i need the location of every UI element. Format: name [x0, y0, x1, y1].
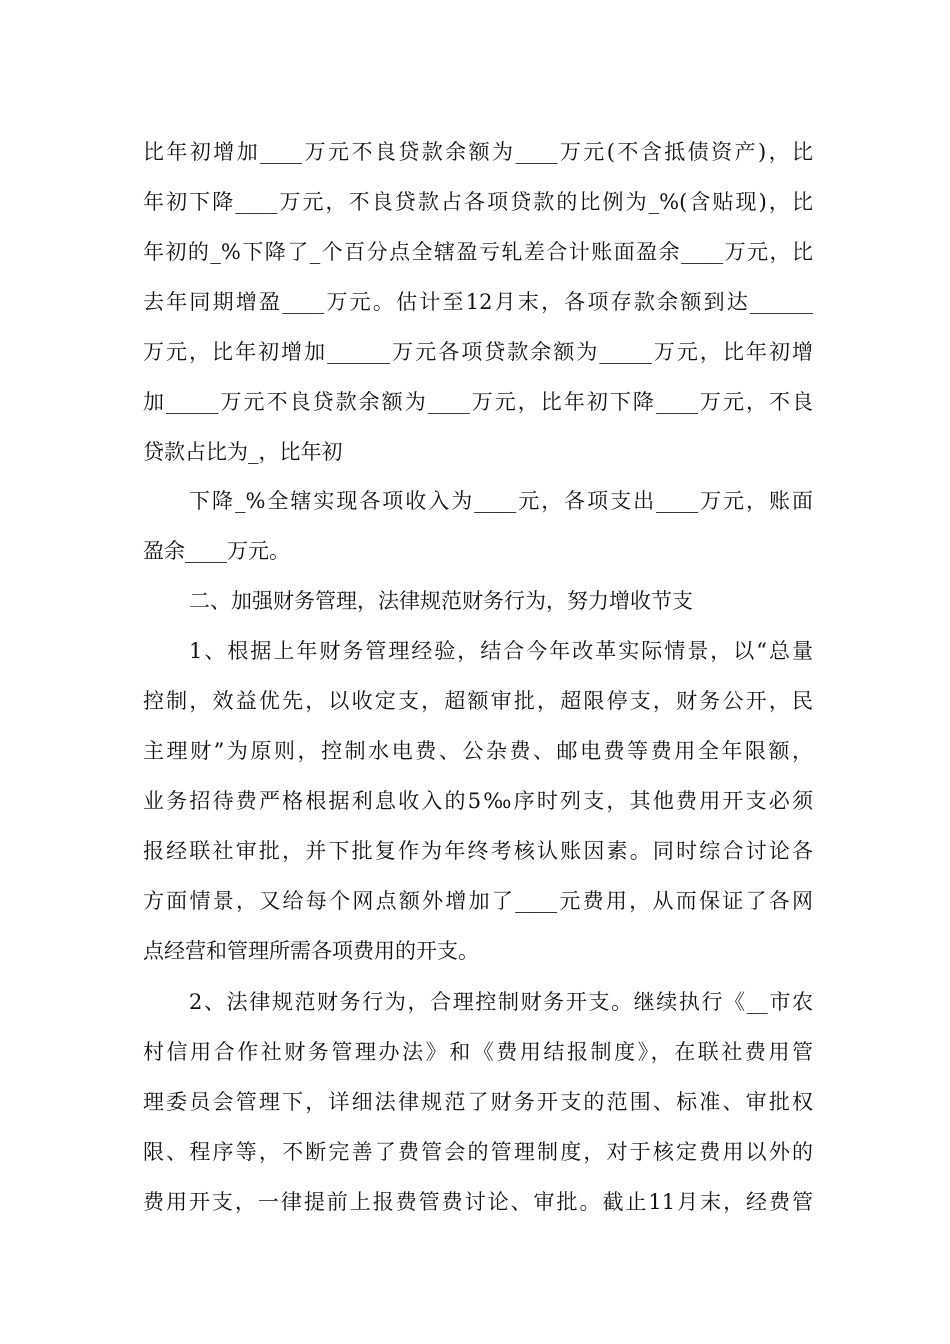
text-line: 比年初增加____万元不良贷款余额为____万元(不含抵债资产)，比	[143, 140, 813, 164]
text-line: 万元，比年初增加______万元各项贷款余额为_____万元，比年初增	[143, 340, 813, 364]
text-line: 下降_%全辖实现各项收入为____元，各项支出____万元，账面	[189, 489, 813, 513]
text-line: 点经营和管理所需各项费用的开支。	[143, 939, 479, 963]
text-line: 加_____万元不良贷款余额为____万元，比年初下降____万元，不良	[143, 390, 813, 414]
text-line: 费用开支，一律提前上报费管费讨论、审批。截止11月末，经费管	[143, 1190, 813, 1214]
text-line: 1、根据上年财务管理经验，结合今年改革实际情景，以“总量	[189, 639, 813, 663]
text-line: 限、程序等，不断完善了费管会的管理制度，对于核定费用以外的	[143, 1140, 813, 1164]
text-line: 2、法律规范财务行为，合理控制财务开支。继续执行《__市农	[189, 990, 813, 1014]
text-line: 去年同期增盈____万元。估计至12月末，各项存款余额到达______	[143, 290, 813, 314]
text-line: 贷款占比为_，比年初	[143, 440, 343, 464]
text-line: 方面情景，又给每个网点额外增加了____元费用，从而保证了各网	[143, 889, 813, 913]
text-line: 业务招待费严格根据利息收入的5‰序时列支，其他费用开支必须	[143, 789, 813, 813]
text-line: 年初的_%下降了_个百分点全辖盈亏轧差合计账面盈余____万元，比	[143, 240, 813, 264]
heading-text: 二、加强财务管理，法律规范财务行为，努力增收节支	[189, 589, 693, 613]
text-line: 盈余____万元。	[143, 539, 290, 563]
text-line: 年初下降____万元，不良贷款占各项贷款的比例为_%(含贴现)，比	[143, 190, 813, 214]
text-line: 主理财”为原则，控制水电费、公杂费、邮电费等费用全年限额，	[143, 739, 813, 763]
text-line: 控制，效益优先，以收定支，超额审批，超限停支，财务公开，民	[143, 689, 813, 713]
text-line: 村信用合作社财务管理办法》和《费用结报制度》，在联社费用管	[143, 1040, 813, 1064]
text-line: 报经联社审批，并下批复作为年终考核认账因素。同时综合讨论各	[143, 839, 813, 863]
text-line: 理委员会管理下，详细法律规范了财务开支的范围、标准、审批权	[143, 1090, 813, 1114]
